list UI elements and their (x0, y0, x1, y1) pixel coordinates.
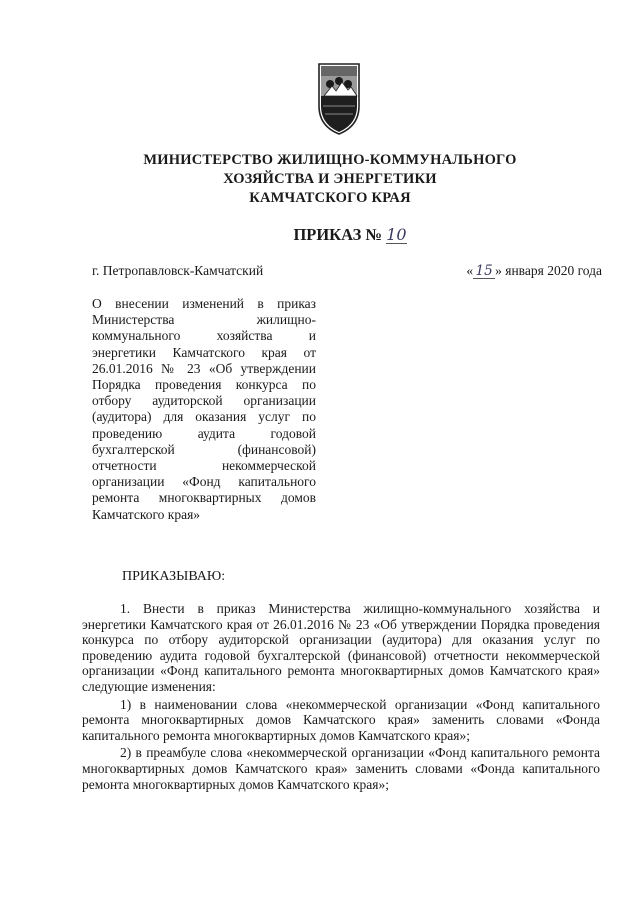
date-quote-open: « (466, 263, 474, 278)
date-month-year: » января 2020 года (495, 263, 602, 278)
order-word: ПРИКАЗЫВАЮ: (122, 569, 226, 584)
ministry-line: КАМЧАТСКОГО КРАЯ (249, 190, 411, 206)
order-date (466, 262, 602, 280)
order-subject: О внесении изменений в приказ Министерства жилищно-коммунального хозяйства и энергетики Камчатского края от 26.01.2016 № 23 «Об утверждении Порядка проведения конкурса по отбору аудиторской организации (аудитора) для оказания услуг по проведению аудита годовой бухгалтерской (финансовой) отчетности некоммерческой организации «Фонд капитального ремонта многоквартирных домов Камчатского края» (92, 296, 316, 522)
coat-of-arms-icon (316, 60, 362, 136)
ministry-line: МИНИСТЕРСТВО ЖИЛИЩНО-КОММУНАЛЬНОГО (143, 152, 517, 168)
body-paragraph: 2) в преамбуле слова «некоммерческой организации «Фонд капитального ремонта многоквартирных домов Камчатского края» заменить словами «Фонда капитального ремонта многоквартирных домов Камчатского края»; (82, 745, 600, 792)
order-number: 10 (386, 225, 407, 244)
ministry-name (100, 151, 560, 208)
order-title-text: ПРИКАЗ № (293, 225, 383, 244)
order-body (82, 601, 600, 792)
date-day: 15 (473, 264, 495, 279)
body-paragraph: 1. Внести в приказ Министерства жилищно-коммунального хозяйства и энергетики Камчатского края от 26.01.2016 № 23 «Об утверждении Порядка проведения конкурса по отбору аудиторской организации (аудитора) для оказания услуг по проведению аудита годовой бухгалтерской (финансовой) отчетности некоммерческой организации «Фонд капитального ремонта многоквартирных домов Камчатского края» следующие изменения: (82, 601, 600, 694)
city: г. Петропавловск-Камчатский (92, 263, 264, 278)
ministry-line: ХОЗЯЙСТВА И ЭНЕРГЕТИКИ (223, 171, 437, 187)
order-title (270, 225, 430, 245)
body-paragraph: 1) в наименовании слова «некоммерческой организации «Фонд капитального ремонта многоквартирных домов Камчатского края» заменить словами «Фонда капитального ремонта многоквартирных домов Камчатского края»; (82, 696, 600, 743)
